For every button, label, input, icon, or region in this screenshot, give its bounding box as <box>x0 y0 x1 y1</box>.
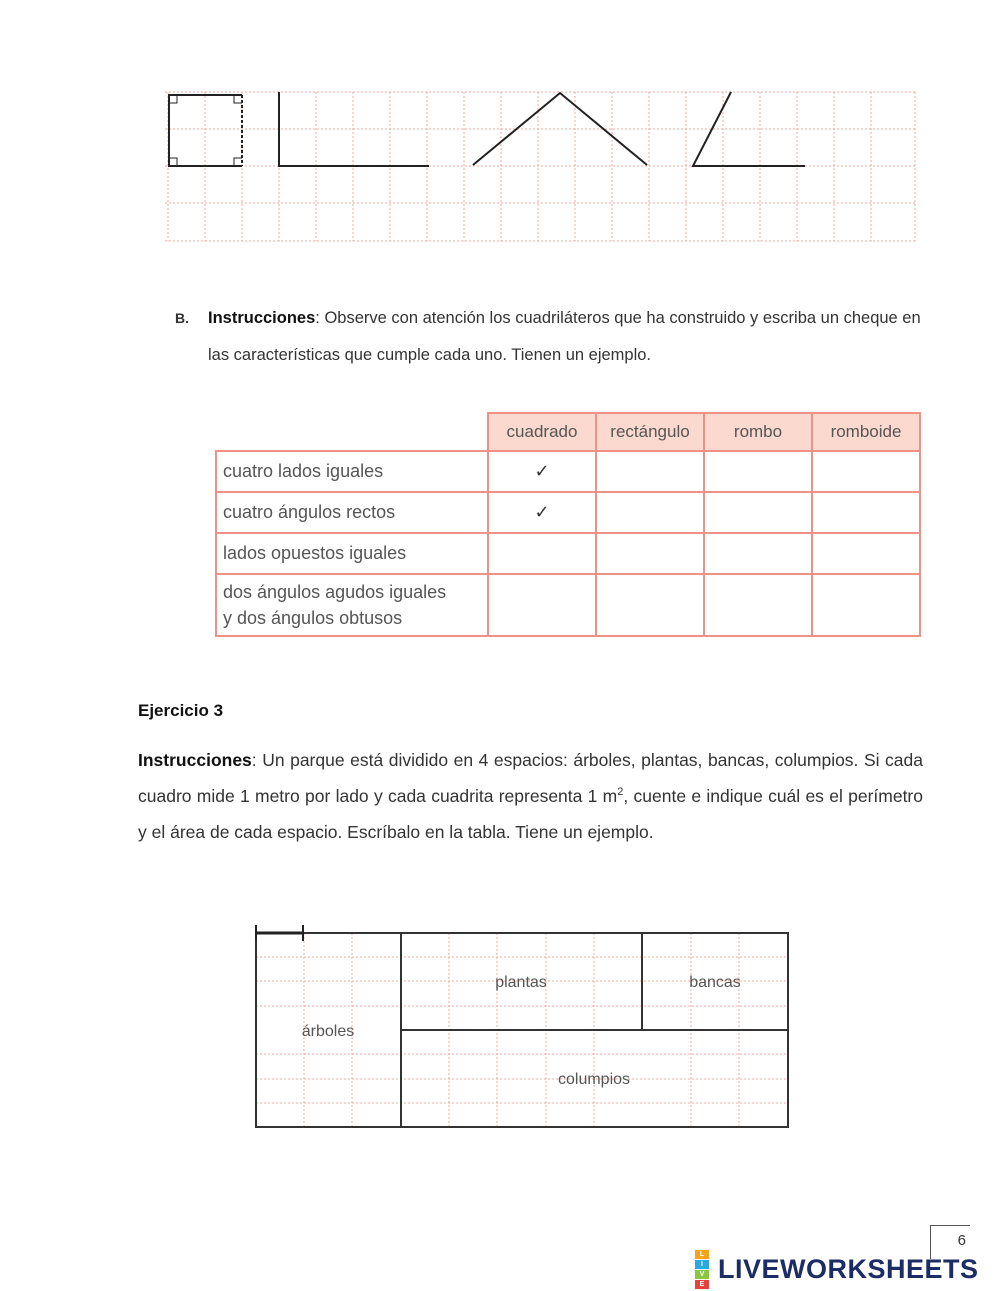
liveworksheets-brand[interactable] <box>695 1252 979 1286</box>
table-header-row <box>216 413 920 451</box>
instruction-body: : Observe con atención los cuadriláteros que ha construido y escriba un cheque en las características que cumple cada uno. Tienen un ejemplo. <box>208 309 921 364</box>
exercise-3-title: Ejercicio 3 <box>138 701 224 720</box>
row-label-line-1: dos ángulos agudos iguales <box>223 582 447 602</box>
table-corner <box>216 413 488 451</box>
area-arboles-label: árboles <box>301 1023 355 1040</box>
check-cell[interactable] <box>596 451 704 492</box>
area-plantas-label: plantas <box>495 974 547 991</box>
check-cell[interactable]: ✓ <box>488 451 596 492</box>
row-label: cuatro lados iguales <box>216 451 488 492</box>
table-row <box>216 574 920 636</box>
instruction-body-2: , cuente e indique cuál es el perímetro y el área de cada espacio. Escríbalo en la tabla. Tiene un ejemplo. <box>138 786 923 842</box>
check-cell[interactable] <box>596 492 704 533</box>
check-cell[interactable] <box>704 533 812 574</box>
logo-letter-l: L <box>695 1250 709 1259</box>
area-bancas-label: bancas <box>689 974 741 991</box>
logo-letter-i: I <box>695 1260 709 1269</box>
exercise-3-instructions <box>138 742 923 850</box>
table-row <box>216 533 920 574</box>
check-cell[interactable] <box>704 574 812 636</box>
table-row <box>216 492 920 533</box>
header-rectangulo: rectángulo <box>596 413 704 451</box>
check-cell[interactable] <box>704 451 812 492</box>
check-cell[interactable] <box>812 574 920 636</box>
check-cell[interactable] <box>704 492 812 533</box>
row-label: cuatro ángulos rectos <box>216 492 488 533</box>
instruction-b-text <box>208 300 935 374</box>
triangle-sides-figure <box>473 93 647 165</box>
row-label <box>216 574 488 636</box>
check-cell[interactable]: ✓ <box>488 492 596 533</box>
header-rombo: rombo <box>704 413 812 451</box>
logo-letter-e: E <box>695 1280 709 1289</box>
row-label-line-2: y dos ángulos obtusos <box>223 608 403 628</box>
check-cell[interactable] <box>596 533 704 574</box>
superscript-2: 2 <box>617 786 624 799</box>
check-cell[interactable] <box>488 574 596 636</box>
liveworksheets-logo-icon <box>695 1249 715 1289</box>
header-romboide: romboide <box>812 413 920 451</box>
construction-grid <box>165 90 920 248</box>
check-cell[interactable] <box>812 533 920 574</box>
table-row <box>216 451 920 492</box>
area-columpios-label: columpios <box>557 1071 631 1088</box>
check-cell[interactable] <box>596 574 704 636</box>
check-cell[interactable] <box>812 492 920 533</box>
instruction-label: Instrucciones <box>138 750 252 770</box>
check-cell[interactable] <box>488 533 596 574</box>
instruction-b <box>175 300 935 374</box>
logo-letter-v: V <box>695 1270 709 1279</box>
scale-marker <box>256 925 303 941</box>
row-label: lados opuestos iguales <box>216 533 488 574</box>
check-cell[interactable] <box>812 451 920 492</box>
header-cuadrado: cuadrado <box>488 413 596 451</box>
quadrilateral-properties-table <box>215 412 921 637</box>
brand-text: LIVEWORKSHEETS <box>718 1253 979 1284</box>
instruction-label: Instrucciones <box>208 309 316 327</box>
section-letter: B. <box>175 310 189 326</box>
instruction-body-1: : Un parque está dividido en 4 espacios: árboles, plantas, bancas, columpios. Si cada cuadro mide 1 metro por lado y cada cuadrita representa 1 m <box>138 750 923 806</box>
page-number: 6 <box>930 1225 970 1259</box>
park-grid <box>253 924 793 1134</box>
